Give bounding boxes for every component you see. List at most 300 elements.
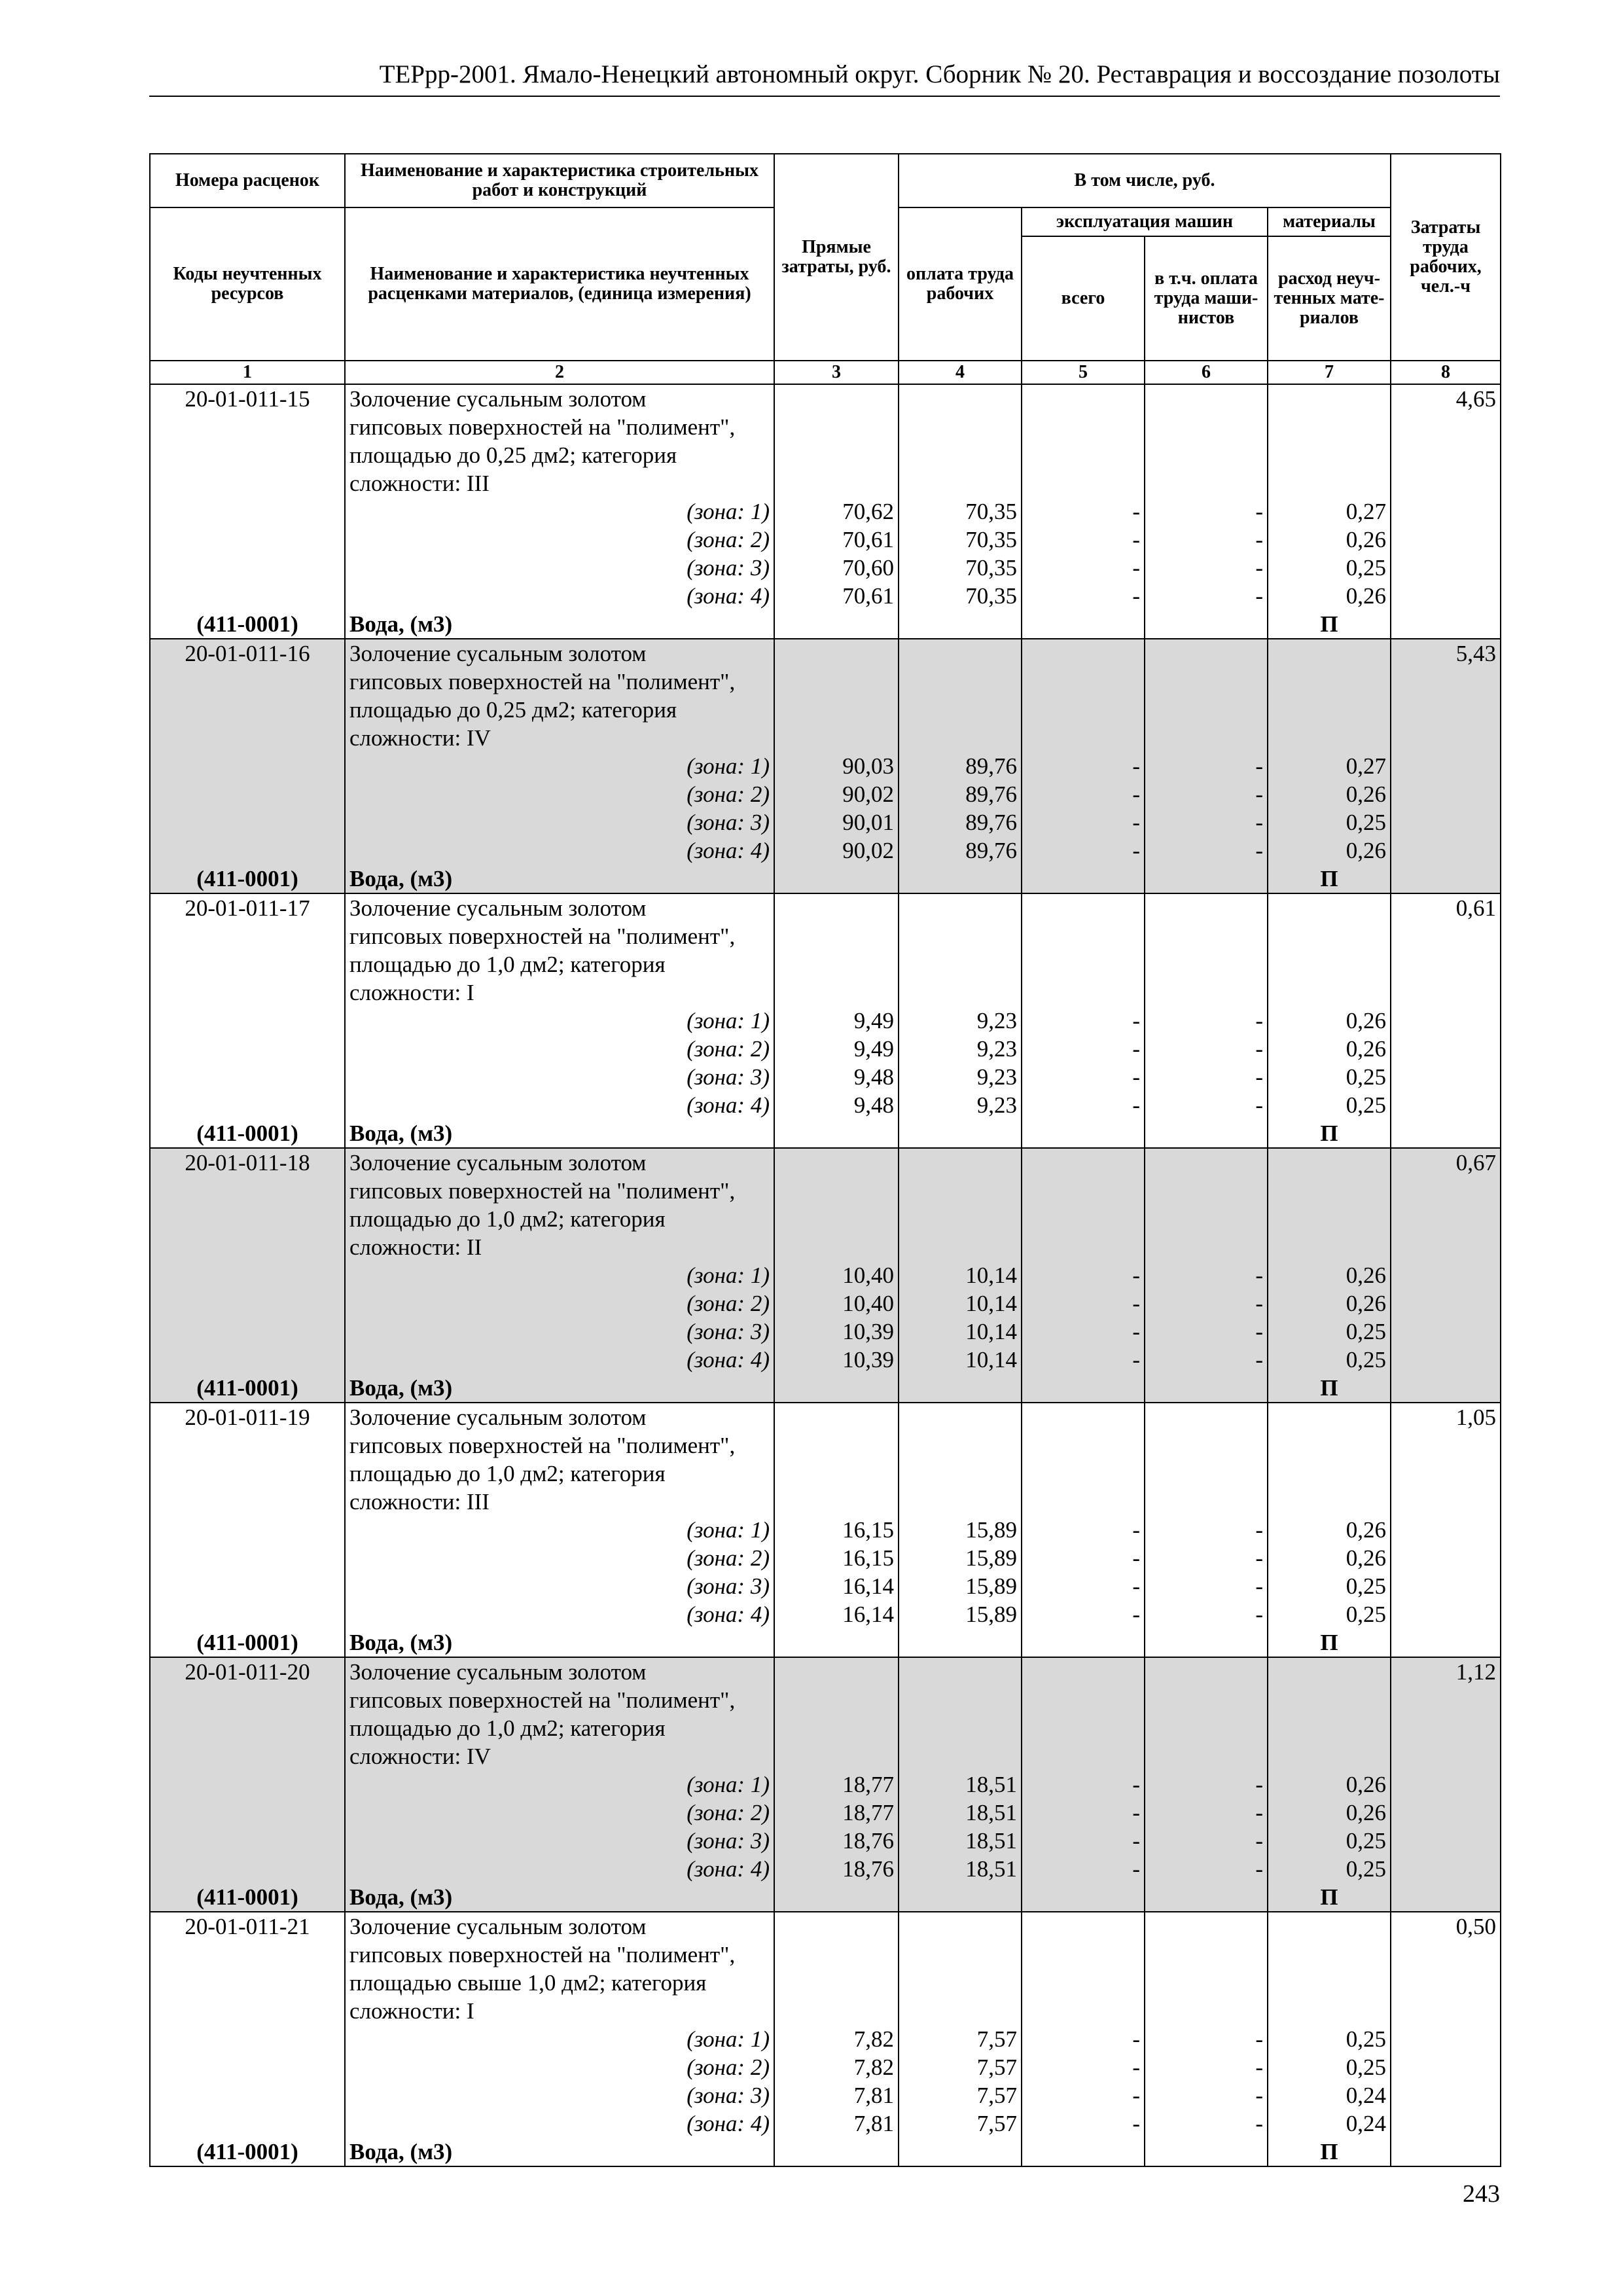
rate-code: 20-01-011-20 [185,1659,310,1685]
machinist-wages-value: - [1255,1291,1263,1316]
rate-code-cell [150,1148,345,1403]
machines-total-cell [1022,893,1145,1148]
rate-code-cell [150,384,345,639]
machines-total-value: - [1132,1573,1140,1599]
zone-label: (зона: 4) [687,1602,770,1627]
direct-cost-value: 18,76 [842,1828,894,1854]
labor-cell [1391,1148,1501,1403]
materials-value: 0,25 [1346,1319,1386,1344]
resource-code: (411-0001) [196,611,298,637]
materials-cell [1268,893,1391,1148]
column-number: 2 [345,361,774,384]
labor-value: 0,67 [1455,1150,1496,1175]
work-name-line: площадью до 1,0 дм2; категория [349,1206,666,1232]
col-direct-costs-header: Прямые затраты, руб. [774,154,899,361]
wages-value: 15,89 [965,1517,1017,1543]
machinist-wages-value: - [1255,1008,1263,1033]
materials-value: 0,25 [1346,1092,1386,1118]
work-name-line: Золочение сусальным золотом [349,1659,647,1685]
wages-value: 10,14 [965,1263,1017,1288]
work-name-line: сложности: I [349,980,474,1005]
rate-code: 20-01-011-19 [185,1405,310,1430]
labor-value: 0,50 [1455,1914,1496,1939]
direct-cost-value: 16,14 [842,1573,894,1599]
materials-value: 0,26 [1346,1008,1386,1033]
labor-cell [1391,1912,1501,2166]
zone-label: (зона: 1) [687,1772,770,1797]
work-name-line: площадью до 1,0 дм2; категория [349,1715,666,1741]
wages-value: 10,14 [965,1291,1017,1316]
rate-code-cell [150,1403,345,1657]
rates-table [149,153,1501,2167]
materials-value: 0,25 [1346,1828,1386,1854]
machines-total-value: - [1132,1772,1140,1797]
machinist-wages-value: - [1255,2054,1263,2080]
machines-total-value: - [1132,753,1140,779]
wages-value: 7,57 [976,2083,1017,2108]
machinist-wages-value: - [1255,1092,1263,1118]
machinist-wages-cell [1145,1403,1268,1657]
rate-row [150,1403,1501,1657]
materials-value: 0,25 [1346,555,1386,581]
zone-label: (зона: 3) [687,1828,770,1854]
direct-cost-value: 18,77 [842,1772,894,1797]
rate-row [150,893,1501,1148]
machinist-wages-value: - [1255,2083,1263,2108]
wages-cell [899,639,1022,893]
wages-value: 7,57 [976,2026,1017,2052]
wages-value: 70,35 [965,555,1017,581]
machinist-wages-value: - [1255,1602,1263,1627]
materials-value: 0,26 [1346,1772,1386,1797]
machines-total-cell [1022,1403,1145,1657]
machinist-wages-value: - [1255,781,1263,807]
machinist-wages-cell [1145,1148,1268,1403]
zone-label: (зона: 4) [687,2111,770,2136]
work-name-line: гипсовых поверхностей на "полимент", [349,1942,736,1967]
direct-cost-value: 7,81 [853,2083,894,2108]
work-name-cell [345,1403,774,1657]
work-name-line: сложности: II [349,1234,482,1260]
labor-cell [1391,893,1501,1148]
rate-code-cell [150,1657,345,1912]
materials-value: 0,26 [1346,527,1386,552]
zone-label: (зона: 2) [687,1545,770,1571]
direct-cost-cell [774,1912,899,2166]
work-name-cell [345,1912,774,2166]
machinist-wages-value: - [1255,1800,1263,1825]
wages-value: 89,76 [965,838,1017,863]
wages-value: 15,89 [965,1545,1017,1571]
machinist-wages-cell [1145,384,1268,639]
resource-mark: П [1320,611,1338,637]
wages-value: 70,35 [965,583,1017,609]
work-name-line: сложности: I [349,1998,474,2024]
direct-cost-cell [774,1148,899,1403]
work-name-line: площадью до 0,25 дм2; категория [349,697,677,723]
rate-code-cell [150,639,345,893]
resource-mark: П [1320,1121,1338,1146]
page-number: 243 [1463,2180,1500,2208]
materials-value: 0,26 [1346,1263,1386,1288]
direct-cost-value: 10,40 [842,1263,894,1288]
resource-code: (411-0001) [196,1375,298,1401]
resource-mark: П [1320,1630,1338,1655]
work-name-line: сложности: III [349,1489,490,1515]
machinist-wages-cell [1145,1657,1268,1912]
zone-label: (зона: 4) [687,1856,770,1882]
wages-value: 9,23 [976,1036,1017,1062]
work-name-line: гипсовых поверхностей на "полимент", [349,1433,736,1458]
col-machinist-wages-header: в т.ч. оплата труда маши-нистов [1145,236,1268,361]
work-name-line: площадью до 0,25 дм2; категория [349,442,677,468]
wages-value: 18,51 [965,1800,1017,1825]
machines-total-cell [1022,1912,1145,2166]
zone-label: (зона: 3) [687,1064,770,1090]
machinist-wages-cell [1145,1912,1268,2166]
machines-total-value: - [1132,1800,1140,1825]
direct-cost-cell [774,1657,899,1912]
resource-name: Вода, (м3) [349,611,453,637]
zone-label: (зона: 1) [687,499,770,524]
materials-cell [1268,384,1391,639]
direct-cost-value: 7,82 [853,2026,894,2052]
resource-name: Вода, (м3) [349,1630,453,1655]
work-name-line: Золочение сусальным золотом [349,1150,647,1175]
column-number: 7 [1268,361,1391,384]
materials-cell [1268,639,1391,893]
work-name-line: сложности: III [349,471,490,496]
col-material-name-header: Наименование и характеристика неучтенных расценками материалов, (единица измерения) [345,207,774,361]
direct-cost-value: 70,60 [842,555,894,581]
work-name-line: гипсовых поверхностей на "полимент", [349,1687,736,1713]
wages-cell [899,1657,1022,1912]
col-wages-header: оплата труда рабочих [899,207,1022,361]
machinist-wages-value: - [1255,555,1263,581]
direct-cost-cell [774,893,899,1148]
zone-label: (зона: 4) [687,838,770,863]
resource-mark: П [1320,1375,1338,1401]
machinist-wages-value: - [1255,810,1263,835]
wages-value: 7,57 [976,2054,1017,2080]
direct-cost-value: 9,48 [853,1092,894,1118]
resource-code: (411-0001) [196,1121,298,1146]
wages-value: 89,76 [965,781,1017,807]
wages-value: 9,23 [976,1064,1017,1090]
work-name-line: площадью до 1,0 дм2; категория [349,952,666,977]
resource-code: (411-0001) [196,866,298,891]
wages-cell [899,1148,1022,1403]
machines-total-value: - [1132,1263,1140,1288]
resource-code: (411-0001) [196,1884,298,1910]
direct-cost-value: 16,15 [842,1517,894,1543]
resource-name: Вода, (м3) [349,1121,453,1146]
materials-value: 0,26 [1346,838,1386,863]
machines-total-cell [1022,1657,1145,1912]
wages-cell [899,1403,1022,1657]
machinist-wages-value: - [1255,2026,1263,2052]
zone-label: (зона: 3) [687,1319,770,1344]
column-number: 1 [150,361,345,384]
direct-cost-value: 90,02 [842,781,894,807]
col-resource-code-header: Коды неучтенных ресурсов [150,207,345,361]
direct-cost-value: 70,61 [842,583,894,609]
direct-cost-value: 9,49 [853,1008,894,1033]
wages-value: 70,35 [965,527,1017,552]
work-name-line: площадью до 1,0 дм2; категория [349,1461,666,1486]
direct-cost-value: 90,03 [842,753,894,779]
direct-cost-value: 10,39 [842,1319,894,1344]
zone-label: (зона: 4) [687,583,770,609]
work-name-line: гипсовых поверхностей на "полимент", [349,414,736,440]
wages-value: 7,57 [976,2111,1017,2136]
resource-code: (411-0001) [196,1630,298,1655]
machinist-wages-value: - [1255,2111,1263,2136]
rate-code: 20-01-011-18 [185,1150,310,1175]
machines-total-value: - [1132,2083,1140,2108]
resource-name: Вода, (м3) [349,2139,453,2164]
direct-cost-value: 9,49 [853,1036,894,1062]
machines-header: эксплуатация машин [1022,207,1268,236]
machines-total-value: - [1132,1545,1140,1571]
direct-cost-cell [774,1403,899,1657]
zone-label: (зона: 3) [687,810,770,835]
wages-value: 10,14 [965,1347,1017,1372]
work-name-line: гипсовых поверхностей на "полимент", [349,1178,736,1204]
machines-total-value: - [1132,1092,1140,1118]
direct-cost-value: 70,62 [842,499,894,524]
machinist-wages-value: - [1255,1263,1263,1288]
labor-value: 1,05 [1455,1405,1496,1430]
machinist-wages-value: - [1255,1347,1263,1372]
work-name-line: Золочение сусальным золотом [349,1405,647,1430]
resource-mark: П [1320,2139,1338,2164]
col-work-name-header: Наименование и характеристика строительных работ и конструкций [345,154,774,207]
machinist-wages-value: - [1255,583,1263,609]
rate-row [150,639,1501,893]
materials-cell [1268,1148,1391,1403]
wages-cell [899,893,1022,1148]
direct-cost-value: 70,61 [842,527,894,552]
direct-cost-value: 18,77 [842,1800,894,1825]
machines-total-value: - [1132,1064,1140,1090]
zone-label: (зона: 2) [687,1291,770,1316]
machines-total-value: - [1132,555,1140,581]
resource-code: (411-0001) [196,2139,298,2164]
page-header: ТЕРрр-2001. Ямало-Ненецкий автономный округ. Сборник № 20. Реставрация и воссоздание позолоты [149,58,1500,97]
zone-label: (зона: 1) [687,1263,770,1288]
labor-value: 1,12 [1455,1659,1496,1685]
labor-cell [1391,384,1501,639]
materials-value: 0,26 [1346,583,1386,609]
materials-value: 0,26 [1346,1517,1386,1543]
machines-total-cell [1022,639,1145,893]
direct-cost-cell [774,639,899,893]
wages-value: 18,51 [965,1772,1017,1797]
including-header: В том числе, руб. [899,154,1391,207]
machinist-wages-value: - [1255,499,1263,524]
materials-cell [1268,1403,1391,1657]
machinist-wages-value: - [1255,1036,1263,1062]
machinist-wages-value: - [1255,527,1263,552]
work-name-cell [345,1148,774,1403]
rate-code: 20-01-011-15 [185,386,310,412]
rate-code-cell [150,1912,345,2166]
machines-total-value: - [1132,1602,1140,1627]
wages-value: 70,35 [965,499,1017,524]
wages-value: 89,76 [965,810,1017,835]
materials-value: 0,25 [1346,1347,1386,1372]
materials-value: 0,24 [1346,2111,1386,2136]
materials-value: 0,26 [1346,1800,1386,1825]
work-name-line: площадью свыше 1,0 дм2; категория [349,1970,707,1996]
direct-cost-cell [774,384,899,639]
zone-label: (зона: 1) [687,1517,770,1543]
materials-value: 0,25 [1346,2054,1386,2080]
work-name-cell [345,639,774,893]
col-labor-header: Затраты труда рабочих, чел.-ч [1391,154,1501,361]
materials-value: 0,26 [1346,1291,1386,1316]
materials-value: 0,24 [1346,2083,1386,2108]
zone-label: (зона: 2) [687,527,770,552]
zone-label: (зона: 1) [687,2026,770,2052]
direct-cost-value: 16,15 [842,1545,894,1571]
rate-code-cell [150,893,345,1148]
work-name-line: Золочение сусальным золотом [349,1914,647,1939]
materials-value: 0,25 [1346,1064,1386,1090]
materials-value: 0,25 [1346,2026,1386,2052]
wages-value: 15,89 [965,1602,1017,1627]
machines-total-value: - [1132,1291,1140,1316]
materials-value: 0,26 [1346,781,1386,807]
machinist-wages-value: - [1255,1772,1263,1797]
machinist-wages-value: - [1255,1828,1263,1854]
col-machines-total-header: всего [1022,236,1145,361]
machines-total-value: - [1132,781,1140,807]
machinist-wages-value: - [1255,753,1263,779]
work-name-line: гипсовых поверхностей на "полимент", [349,924,736,949]
zone-label: (зона: 2) [687,781,770,807]
zone-label: (зона: 4) [687,1347,770,1372]
direct-cost-value: 10,39 [842,1347,894,1372]
work-name-line: Золочение сусальным золотом [349,641,647,666]
machinist-wages-cell [1145,893,1268,1148]
labor-value: 0,61 [1455,895,1496,921]
work-name-line: Золочение сусальным золотом [349,895,647,921]
machines-total-value: - [1132,1319,1140,1344]
labor-value: 5,43 [1455,641,1496,666]
resource-name: Вода, (м3) [349,1375,453,1401]
rate-row [150,1148,1501,1403]
resource-mark: П [1320,1884,1338,1910]
materials-value: 0,25 [1346,1856,1386,1882]
machinist-wages-value: - [1255,1856,1263,1882]
direct-cost-value: 7,82 [853,2054,894,2080]
machines-total-cell [1022,1148,1145,1403]
direct-cost-value: 10,40 [842,1291,894,1316]
materials-value: 0,26 [1346,1545,1386,1571]
wages-value: 89,76 [965,753,1017,779]
direct-cost-value: 90,02 [842,838,894,863]
materials-cell [1268,1657,1391,1912]
wages-value: 10,14 [965,1319,1017,1344]
labor-cell [1391,1657,1501,1912]
column-number: 4 [899,361,1022,384]
zone-label: (зона: 1) [687,1008,770,1033]
wages-value: 18,51 [965,1856,1017,1882]
materials-value: 0,25 [1346,810,1386,835]
zone-label: (зона: 3) [687,555,770,581]
work-name-line: сложности: IV [349,1744,491,1769]
direct-cost-value: 18,76 [842,1856,894,1882]
zone-label: (зона: 4) [687,1092,770,1118]
zone-label: (зона: 1) [687,753,770,779]
wages-value: 9,23 [976,1092,1017,1118]
resource-mark: П [1320,866,1338,891]
direct-cost-value: 9,48 [853,1064,894,1090]
machines-total-value: - [1132,1856,1140,1882]
labor-cell [1391,639,1501,893]
rate-code: 20-01-011-17 [185,895,310,921]
machinist-wages-value: - [1255,1064,1263,1090]
machinist-wages-value: - [1255,1517,1263,1543]
work-name-cell [345,1657,774,1912]
machines-total-value: - [1132,810,1140,835]
zone-label: (зона: 2) [687,2054,770,2080]
col-materials-consumption-header: расход неуч-тенных мате-риалов [1268,236,1391,361]
rate-row [150,384,1501,639]
rate-row [150,1912,1501,2166]
materials-value: 0,25 [1346,1573,1386,1599]
zone-label: (зона: 2) [687,1036,770,1062]
machines-total-value: - [1132,499,1140,524]
wages-cell [899,384,1022,639]
machines-total-value: - [1132,583,1140,609]
machines-total-value: - [1132,1036,1140,1062]
work-name-cell [345,384,774,639]
machinist-wages-value: - [1255,1573,1263,1599]
col-rate-number-header: Номера расценок [150,154,345,207]
direct-cost-value: 7,81 [853,2111,894,2136]
materials-value: 0,26 [1346,1036,1386,1062]
rate-row [150,1657,1501,1912]
machines-total-value: - [1132,2054,1140,2080]
materials-value: 0,27 [1346,499,1386,524]
materials-value: 0,27 [1346,753,1386,779]
column-number: 6 [1145,361,1268,384]
work-name-line: Золочение сусальным золотом [349,386,647,412]
labor-value: 4,65 [1455,386,1496,412]
zone-label: (зона: 3) [687,1573,770,1599]
machinist-wages-value: - [1255,1319,1263,1344]
machinist-wages-value: - [1255,1545,1263,1571]
labor-cell [1391,1403,1501,1657]
rate-code: 20-01-011-16 [185,641,310,666]
machinist-wages-value: - [1255,838,1263,863]
work-name-cell [345,893,774,1148]
wages-value: 9,23 [976,1008,1017,1033]
machines-total-value: - [1132,1008,1140,1033]
rate-code: 20-01-011-21 [185,1914,310,1939]
machines-total-value: - [1132,2026,1140,2052]
materials-value: 0,25 [1346,1602,1386,1627]
machines-total-value: - [1132,838,1140,863]
machines-total-value: - [1132,1517,1140,1543]
zone-label: (зона: 3) [687,2083,770,2108]
work-name-line: гипсовых поверхностей на "полимент", [349,669,736,694]
work-name-line: сложности: IV [349,725,491,751]
column-number: 3 [774,361,899,384]
